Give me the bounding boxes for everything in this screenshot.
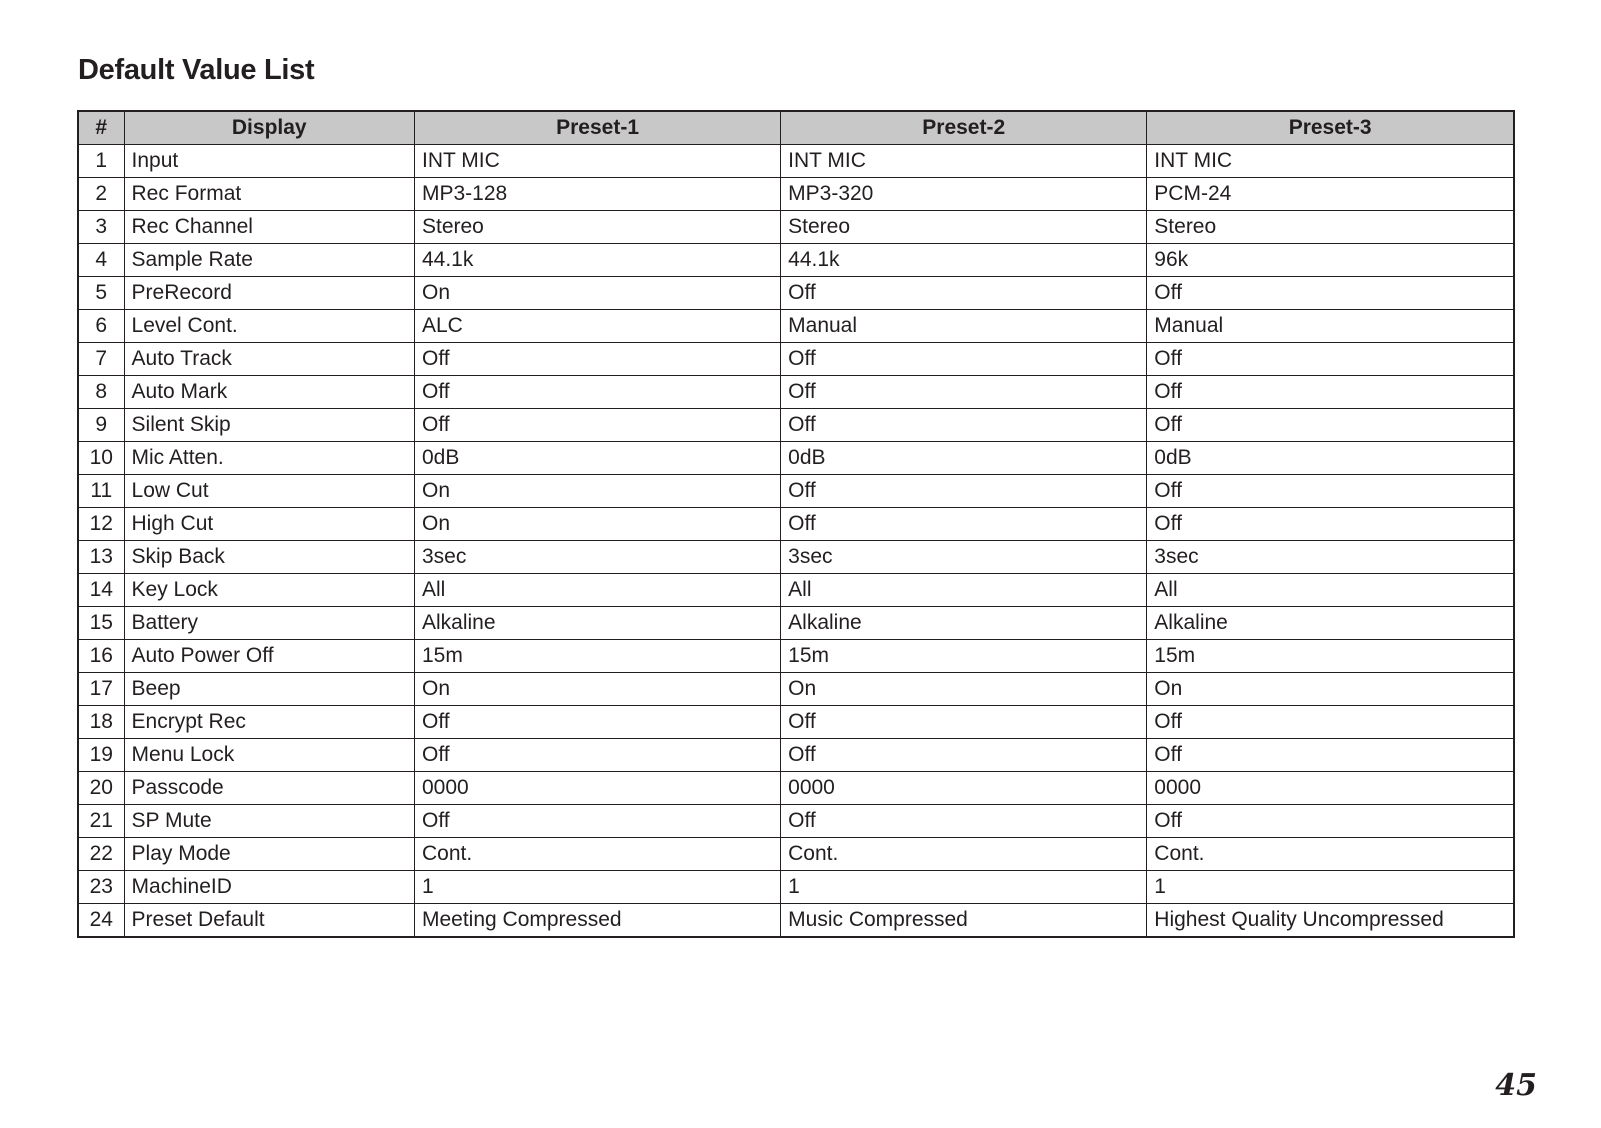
cell-preset-2: Cont. bbox=[781, 838, 1147, 871]
cell-preset-1: Off bbox=[414, 805, 780, 838]
cell-preset-3: Off bbox=[1147, 706, 1514, 739]
cell-number: 13 bbox=[78, 541, 124, 574]
cell-preset-2: 15m bbox=[781, 640, 1147, 673]
cell-preset-1: Off bbox=[414, 739, 780, 772]
cell-number: 7 bbox=[78, 343, 124, 376]
cell-preset-1: MP3-128 bbox=[414, 178, 780, 211]
cell-number: 15 bbox=[78, 607, 124, 640]
table-row bbox=[78, 442, 1514, 475]
cell-preset-2: 0000 bbox=[781, 772, 1147, 805]
table-row bbox=[78, 343, 1514, 376]
cell-display: Passcode bbox=[124, 772, 414, 805]
cell-preset-1: All bbox=[414, 574, 780, 607]
cell-preset-3: INT MIC bbox=[1147, 145, 1514, 178]
table-row bbox=[78, 508, 1514, 541]
table-row bbox=[78, 244, 1514, 277]
table-row bbox=[78, 706, 1514, 739]
cell-number: 20 bbox=[78, 772, 124, 805]
cell-preset-2: Off bbox=[781, 805, 1147, 838]
cell-preset-1: Off bbox=[414, 409, 780, 442]
cell-preset-3: Off bbox=[1147, 376, 1514, 409]
default-value-table bbox=[77, 110, 1515, 938]
table-row bbox=[78, 838, 1514, 871]
cell-preset-2: Manual bbox=[781, 310, 1147, 343]
cell-preset-3: Off bbox=[1147, 805, 1514, 838]
table-row bbox=[78, 310, 1514, 343]
page-number: 45 bbox=[1495, 1068, 1537, 1103]
cell-number: 19 bbox=[78, 739, 124, 772]
cell-preset-1: On bbox=[414, 673, 780, 706]
cell-display: Preset Default bbox=[124, 904, 414, 938]
cell-preset-2: 3sec bbox=[781, 541, 1147, 574]
cell-number: 17 bbox=[78, 673, 124, 706]
table-header-row bbox=[78, 111, 1514, 145]
cell-number: 4 bbox=[78, 244, 124, 277]
cell-preset-2: Off bbox=[781, 475, 1147, 508]
page-title: Default Value List bbox=[78, 54, 315, 86]
table-row bbox=[78, 178, 1514, 211]
table-row bbox=[78, 574, 1514, 607]
cell-display: Auto Track bbox=[124, 343, 414, 376]
cell-display: Key Lock bbox=[124, 574, 414, 607]
cell-preset-2: Off bbox=[781, 739, 1147, 772]
cell-preset-1: Off bbox=[414, 343, 780, 376]
cell-number: 16 bbox=[78, 640, 124, 673]
cell-preset-3: 96k bbox=[1147, 244, 1514, 277]
cell-preset-1: 0000 bbox=[414, 772, 780, 805]
table-row bbox=[78, 805, 1514, 838]
cell-preset-1: INT MIC bbox=[414, 145, 780, 178]
cell-preset-2: Off bbox=[781, 508, 1147, 541]
cell-display: Menu Lock bbox=[124, 739, 414, 772]
cell-preset-1: Alkaline bbox=[414, 607, 780, 640]
cell-preset-1: ALC bbox=[414, 310, 780, 343]
cell-display: Rec Channel bbox=[124, 211, 414, 244]
cell-preset-1: On bbox=[414, 508, 780, 541]
cell-display: Beep bbox=[124, 673, 414, 706]
cell-preset-2: Alkaline bbox=[781, 607, 1147, 640]
table-row bbox=[78, 607, 1514, 640]
cell-number: 24 bbox=[78, 904, 124, 938]
cell-preset-1: 3sec bbox=[414, 541, 780, 574]
table-row bbox=[78, 145, 1514, 178]
cell-display: PreRecord bbox=[124, 277, 414, 310]
cell-display: Auto Power Off bbox=[124, 640, 414, 673]
cell-preset-2: 0dB bbox=[781, 442, 1147, 475]
cell-preset-1: 0dB bbox=[414, 442, 780, 475]
cell-preset-3: 0000 bbox=[1147, 772, 1514, 805]
cell-preset-3: Off bbox=[1147, 277, 1514, 310]
table-row bbox=[78, 772, 1514, 805]
cell-number: 3 bbox=[78, 211, 124, 244]
cell-preset-2: Music Compressed bbox=[781, 904, 1147, 938]
column-header-display: Display bbox=[124, 111, 414, 145]
cell-number: 8 bbox=[78, 376, 124, 409]
cell-preset-1: 15m bbox=[414, 640, 780, 673]
cell-display: Silent Skip bbox=[124, 409, 414, 442]
table-row bbox=[78, 541, 1514, 574]
cell-preset-2: Off bbox=[781, 706, 1147, 739]
cell-display: Play Mode bbox=[124, 838, 414, 871]
cell-preset-1: Stereo bbox=[414, 211, 780, 244]
cell-display: Auto Mark bbox=[124, 376, 414, 409]
cell-number: 1 bbox=[78, 145, 124, 178]
cell-preset-1: 44.1k bbox=[414, 244, 780, 277]
cell-number: 12 bbox=[78, 508, 124, 541]
column-header-preset-3: Preset-3 bbox=[1147, 111, 1514, 145]
cell-number: 18 bbox=[78, 706, 124, 739]
cell-display: Rec Format bbox=[124, 178, 414, 211]
cell-display: Mic Atten. bbox=[124, 442, 414, 475]
cell-number: 5 bbox=[78, 277, 124, 310]
cell-preset-2: MP3-320 bbox=[781, 178, 1147, 211]
cell-preset-3: Stereo bbox=[1147, 211, 1514, 244]
table-row bbox=[78, 409, 1514, 442]
cell-preset-3: Off bbox=[1147, 409, 1514, 442]
cell-preset-3: On bbox=[1147, 673, 1514, 706]
table-row bbox=[78, 277, 1514, 310]
cell-preset-3: Off bbox=[1147, 475, 1514, 508]
cell-preset-3: Off bbox=[1147, 508, 1514, 541]
cell-display: Battery bbox=[124, 607, 414, 640]
cell-number: 10 bbox=[78, 442, 124, 475]
cell-number: 22 bbox=[78, 838, 124, 871]
cell-preset-1: Cont. bbox=[414, 838, 780, 871]
cell-preset-2: Stereo bbox=[781, 211, 1147, 244]
column-header-preset-1: Preset-1 bbox=[414, 111, 780, 145]
cell-number: 23 bbox=[78, 871, 124, 904]
cell-preset-2: INT MIC bbox=[781, 145, 1147, 178]
cell-preset-3: 1 bbox=[1147, 871, 1514, 904]
table-row bbox=[78, 904, 1514, 938]
cell-number: 14 bbox=[78, 574, 124, 607]
cell-preset-3: Alkaline bbox=[1147, 607, 1514, 640]
cell-display: Input bbox=[124, 145, 414, 178]
cell-preset-3: 3sec bbox=[1147, 541, 1514, 574]
table-body bbox=[78, 145, 1514, 938]
cell-display: High Cut bbox=[124, 508, 414, 541]
table-row bbox=[78, 376, 1514, 409]
cell-preset-3: Off bbox=[1147, 739, 1514, 772]
cell-preset-1: On bbox=[414, 277, 780, 310]
cell-preset-2: 1 bbox=[781, 871, 1147, 904]
cell-preset-3: Off bbox=[1147, 343, 1514, 376]
cell-preset-1: Off bbox=[414, 706, 780, 739]
cell-preset-2: Off bbox=[781, 409, 1147, 442]
cell-preset-2: On bbox=[781, 673, 1147, 706]
cell-preset-2: Off bbox=[781, 277, 1147, 310]
cell-preset-3: 15m bbox=[1147, 640, 1514, 673]
cell-display: MachineID bbox=[124, 871, 414, 904]
table-row bbox=[78, 871, 1514, 904]
table-row bbox=[78, 211, 1514, 244]
column-header-number: # bbox=[78, 111, 124, 145]
cell-preset-3: Cont. bbox=[1147, 838, 1514, 871]
cell-preset-3: Manual bbox=[1147, 310, 1514, 343]
cell-preset-2: All bbox=[781, 574, 1147, 607]
cell-display: Level Cont. bbox=[124, 310, 414, 343]
cell-preset-3: All bbox=[1147, 574, 1514, 607]
column-header-preset-2: Preset-2 bbox=[781, 111, 1147, 145]
table-row bbox=[78, 475, 1514, 508]
cell-preset-3: Highest Quality Uncompressed bbox=[1147, 904, 1514, 938]
cell-preset-1: Off bbox=[414, 376, 780, 409]
cell-preset-3: 0dB bbox=[1147, 442, 1514, 475]
cell-preset-3: PCM-24 bbox=[1147, 178, 1514, 211]
cell-display: Encrypt Rec bbox=[124, 706, 414, 739]
cell-number: 6 bbox=[78, 310, 124, 343]
cell-display: Skip Back bbox=[124, 541, 414, 574]
cell-preset-1: Meeting Compressed bbox=[414, 904, 780, 938]
cell-preset-2: 44.1k bbox=[781, 244, 1147, 277]
cell-preset-1: 1 bbox=[414, 871, 780, 904]
cell-number: 2 bbox=[78, 178, 124, 211]
cell-display: Low Cut bbox=[124, 475, 414, 508]
cell-display: Sample Rate bbox=[124, 244, 414, 277]
cell-display: SP Mute bbox=[124, 805, 414, 838]
cell-number: 11 bbox=[78, 475, 124, 508]
cell-number: 9 bbox=[78, 409, 124, 442]
cell-preset-2: Off bbox=[781, 343, 1147, 376]
table-row bbox=[78, 640, 1514, 673]
table-row bbox=[78, 673, 1514, 706]
cell-preset-1: On bbox=[414, 475, 780, 508]
cell-number: 21 bbox=[78, 805, 124, 838]
table-row bbox=[78, 739, 1514, 772]
cell-preset-2: Off bbox=[781, 376, 1147, 409]
